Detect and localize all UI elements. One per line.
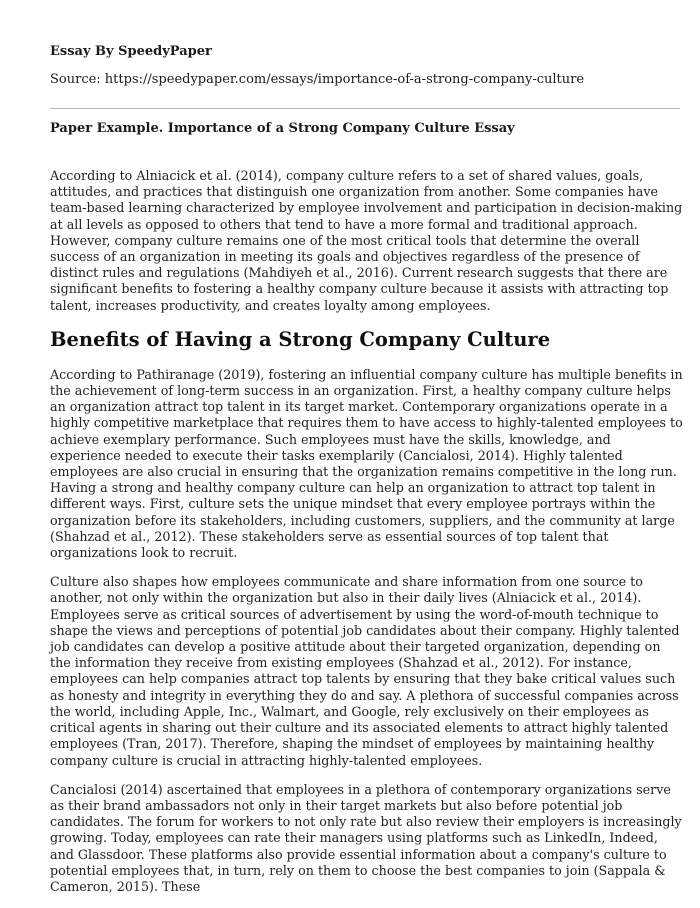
paper-title: Paper Example. Importance of a Strong Company Culture Essay: [50, 121, 515, 136]
body-paragraph-2: Culture also shapes how employees communicate and share information from one source to another, not only within the organization but also in their daily lives (Alniacick et al., 2014). Employees serve as critical sources of advertisement by using the word-of-mouth technique to shape the views and perceptions of potential job candidates about their company. Highly talented job candidates can develop a positive attitude about their targeted organization, depending on the information they receive from existing employees (Shahzad et al., 2012). For instance, employees can help companies attract top talents by ensuring that they bake critical values such as honesty and integrity in everything they do and say. A plethora of successful companies across the world, including Apple, Inc., Walmart, and Google, rely exclusively on their employees as critical agents in sharing out their culture and its associated elements to attract highly talented employees (Tran, 2017). Therefore, shaping the mindset of employees by maintaining healthy company culture is crucial in attracting highly-talented employees.: [50, 574, 680, 768]
essay-header-title: Essay By SpeedyPaper: [50, 44, 212, 59]
body-paragraph-3: Cancialosi (2014) ascertained that employees in a plethora of contemporary organizations serve as their brand ambassadors not only in their target markets but also before potential job candidates. The forum for workers to not only rate but also review their employers is increasingly growing. Today, employees can rate their managers using platforms such as LinkedIn, Indeed, and Glassdoor. These platforms also provide essential information about a company's culture to potential employees that, in turn, rely on them to choose the best companies to join (Sappala & Cameron, 2015). These: [50, 781, 682, 894]
essay-source-line: Source: https://speedypaper.com/essays/importance-of-a-strong-company-culture: [50, 72, 585, 87]
body-paragraph-1: According to Pathiranage (2019), fostering an influential company culture has multiple benefits in the achievement of long-term success in an organization. First, a healthy company culture helps an organization attract top talent in its target market. Contemporary organizations operate in a highly competitive marketplace that requires them to have access to highly-talented employees to achieve exemplary performance. Such employees must have the skills, knowledge, and experience needed to execute their tasks exemplarily (Cancialosi, 2014). Highly talented employees are also crucial in ensuring that the organization remains competitive in the long run. Having a strong and healthy company culture can help an organization to attract top talent in different ways. First, culture sets the unique mindset that every employee portrays within the organization before its stakeholders, including customers, suppliers, and the community at large (Shahzad et al., 2012). These stakeholders serve as essential sources of top talent that organizations look to recruit.: [50, 366, 683, 561]
header-divider: [50, 108, 680, 109]
essay-body: [50, 168, 684, 908]
intro-paragraph: According to Alniacick et al. (2014), company culture refers to a set of shared values, goals, attitudes, and practices that distinguish one organization from another. Some companies have team-based learning characterized by employee involvement and participation in decision-making at all levels as opposed to others that tend to have a more formal and traditional approach. However, company culture remains one of the most critical tools that determine the overall success of an organization in meeting its goals and objectives regardless of the presence of distinct rules and regulations (Mahdiyeh et al., 2016). Current research suggests that there are significant benefits to fostering a healthy company culture because it assists with attracting top talent, increases productivity, and creates loyalty among employees.: [50, 168, 683, 313]
section-heading: Benefits of Having a Strong Company Culture: [50, 327, 551, 351]
